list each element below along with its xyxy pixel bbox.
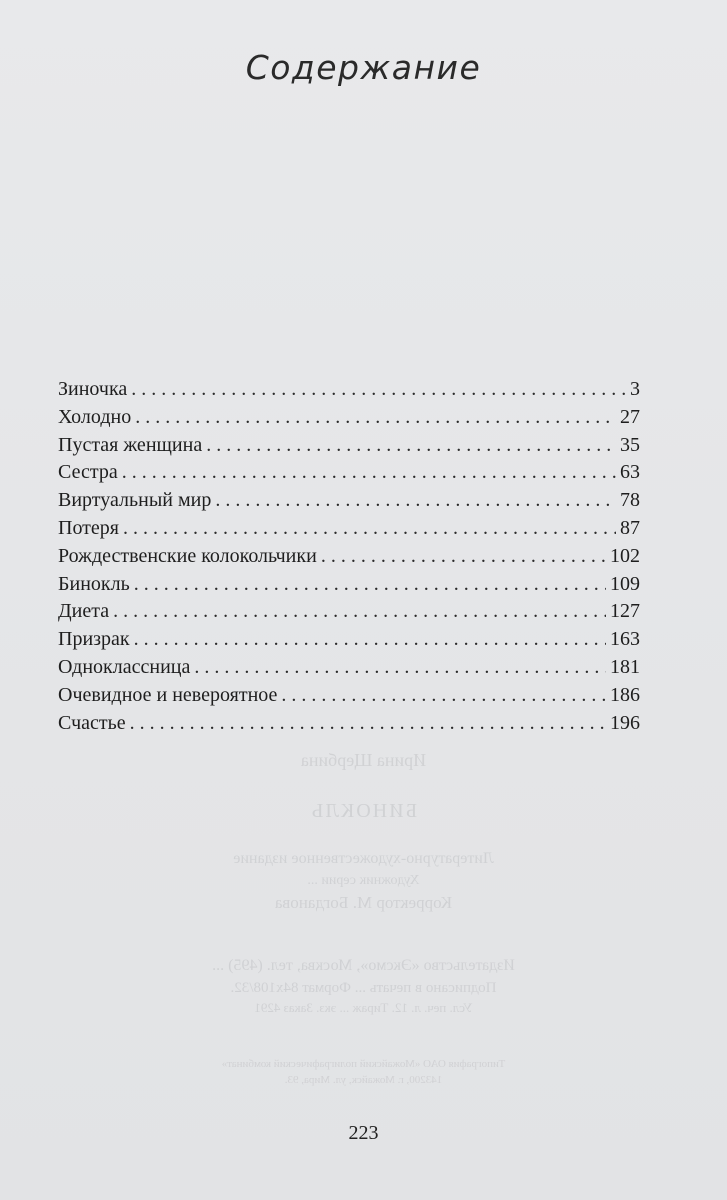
toc-entry-page: 181 [610,655,640,678]
toc-entry-page: 87 [620,516,640,539]
toc-entry [58,545,640,573]
toc-entry-page: 63 [620,461,640,484]
bleed-through-text: Ирина Щербина [300,750,427,770]
toc-leader-dots [134,573,606,596]
toc-leader-dots [130,712,606,735]
page-number: 223 [348,1122,379,1144]
toc-entry [58,434,640,462]
toc-leader-dots [122,461,616,484]
toc-entry-title: Потеря [58,516,119,539]
toc-leader-dots [123,517,616,540]
toc-leader-dots [131,378,626,401]
toc-entry-title: Одноклассница [58,655,191,678]
toc-leader-dots [215,489,616,512]
toc-entry-title: Сестра [58,461,118,484]
toc-entry [58,684,640,712]
bleed-through-text: Типография ОАО «Можайский полиграфический комбинат» [221,1058,506,1070]
toc-entry-page: 27 [620,405,640,428]
toc-leader-dots [206,434,616,457]
bleed-through-text: Подписано в печать ... Формат 84х108/32. [230,980,497,996]
toc-entry-title: Пустая женщина [58,433,203,456]
toc-leader-dots [135,406,616,429]
toc-entry-title: Счастье [58,711,126,734]
bleed-through-text: Усл. печ. л. 12. Тираж ... экз. Заказ 4291 [254,1000,473,1015]
toc-entry-page: 186 [610,683,640,706]
toc-entry [58,656,640,684]
bleed-through-text: Литературно-художественное издание [233,850,494,867]
toc-entry-title: Рождественские колокольчики [58,544,317,567]
bleed-through-text: 143200, г. Можайск, ул. Мира, 93. [284,1074,443,1086]
toc-entry [58,378,640,406]
toc-entry-title: Виртуальный мир [58,489,212,512]
toc-entry [58,573,640,601]
page-title: Содержание [245,48,482,87]
toc-entry-title: Очевидное и невероятное [58,683,278,706]
toc-entry [58,600,640,628]
toc-entry-title: Призрак [58,628,130,651]
toc-leader-dots [321,545,606,568]
toc-entry-title: Диета [58,600,110,623]
toc-entry [58,406,640,434]
toc-entry [58,461,640,489]
toc-entry [58,628,640,656]
toc-leader-dots [194,656,606,679]
toc-leader-dots [113,600,606,623]
toc-entry [58,489,640,517]
toc-entry-page: 3 [630,378,640,400]
toc-entry-page: 78 [620,489,640,512]
bleed-through-text: Художник серии ... [307,873,420,888]
toc-entry-title: Зиночка [58,378,128,400]
toc-entry-page: 163 [610,628,640,651]
toc-entry-title: Бинокль [58,572,130,595]
bleed-through-text: Корректор М. Богданова [274,893,453,912]
bleed-through-text: БИНОКЛЬ [309,800,418,822]
bleed-through-text: Издательство «Эксмо», Москва, тел. (495) ... [212,957,515,974]
table-of-contents [58,378,640,739]
toc-entry-page: 102 [610,544,640,567]
toc-entry [58,712,640,740]
toc-entry-page: 109 [610,572,640,595]
toc-entry-title: Холодно [58,405,132,428]
toc-entry-page: 35 [620,433,640,456]
toc-entry [58,517,640,545]
toc-leader-dots [134,628,606,651]
toc-leader-dots [281,684,606,707]
toc-entry-page: 127 [610,600,640,623]
toc-entry-page: 196 [610,711,640,734]
